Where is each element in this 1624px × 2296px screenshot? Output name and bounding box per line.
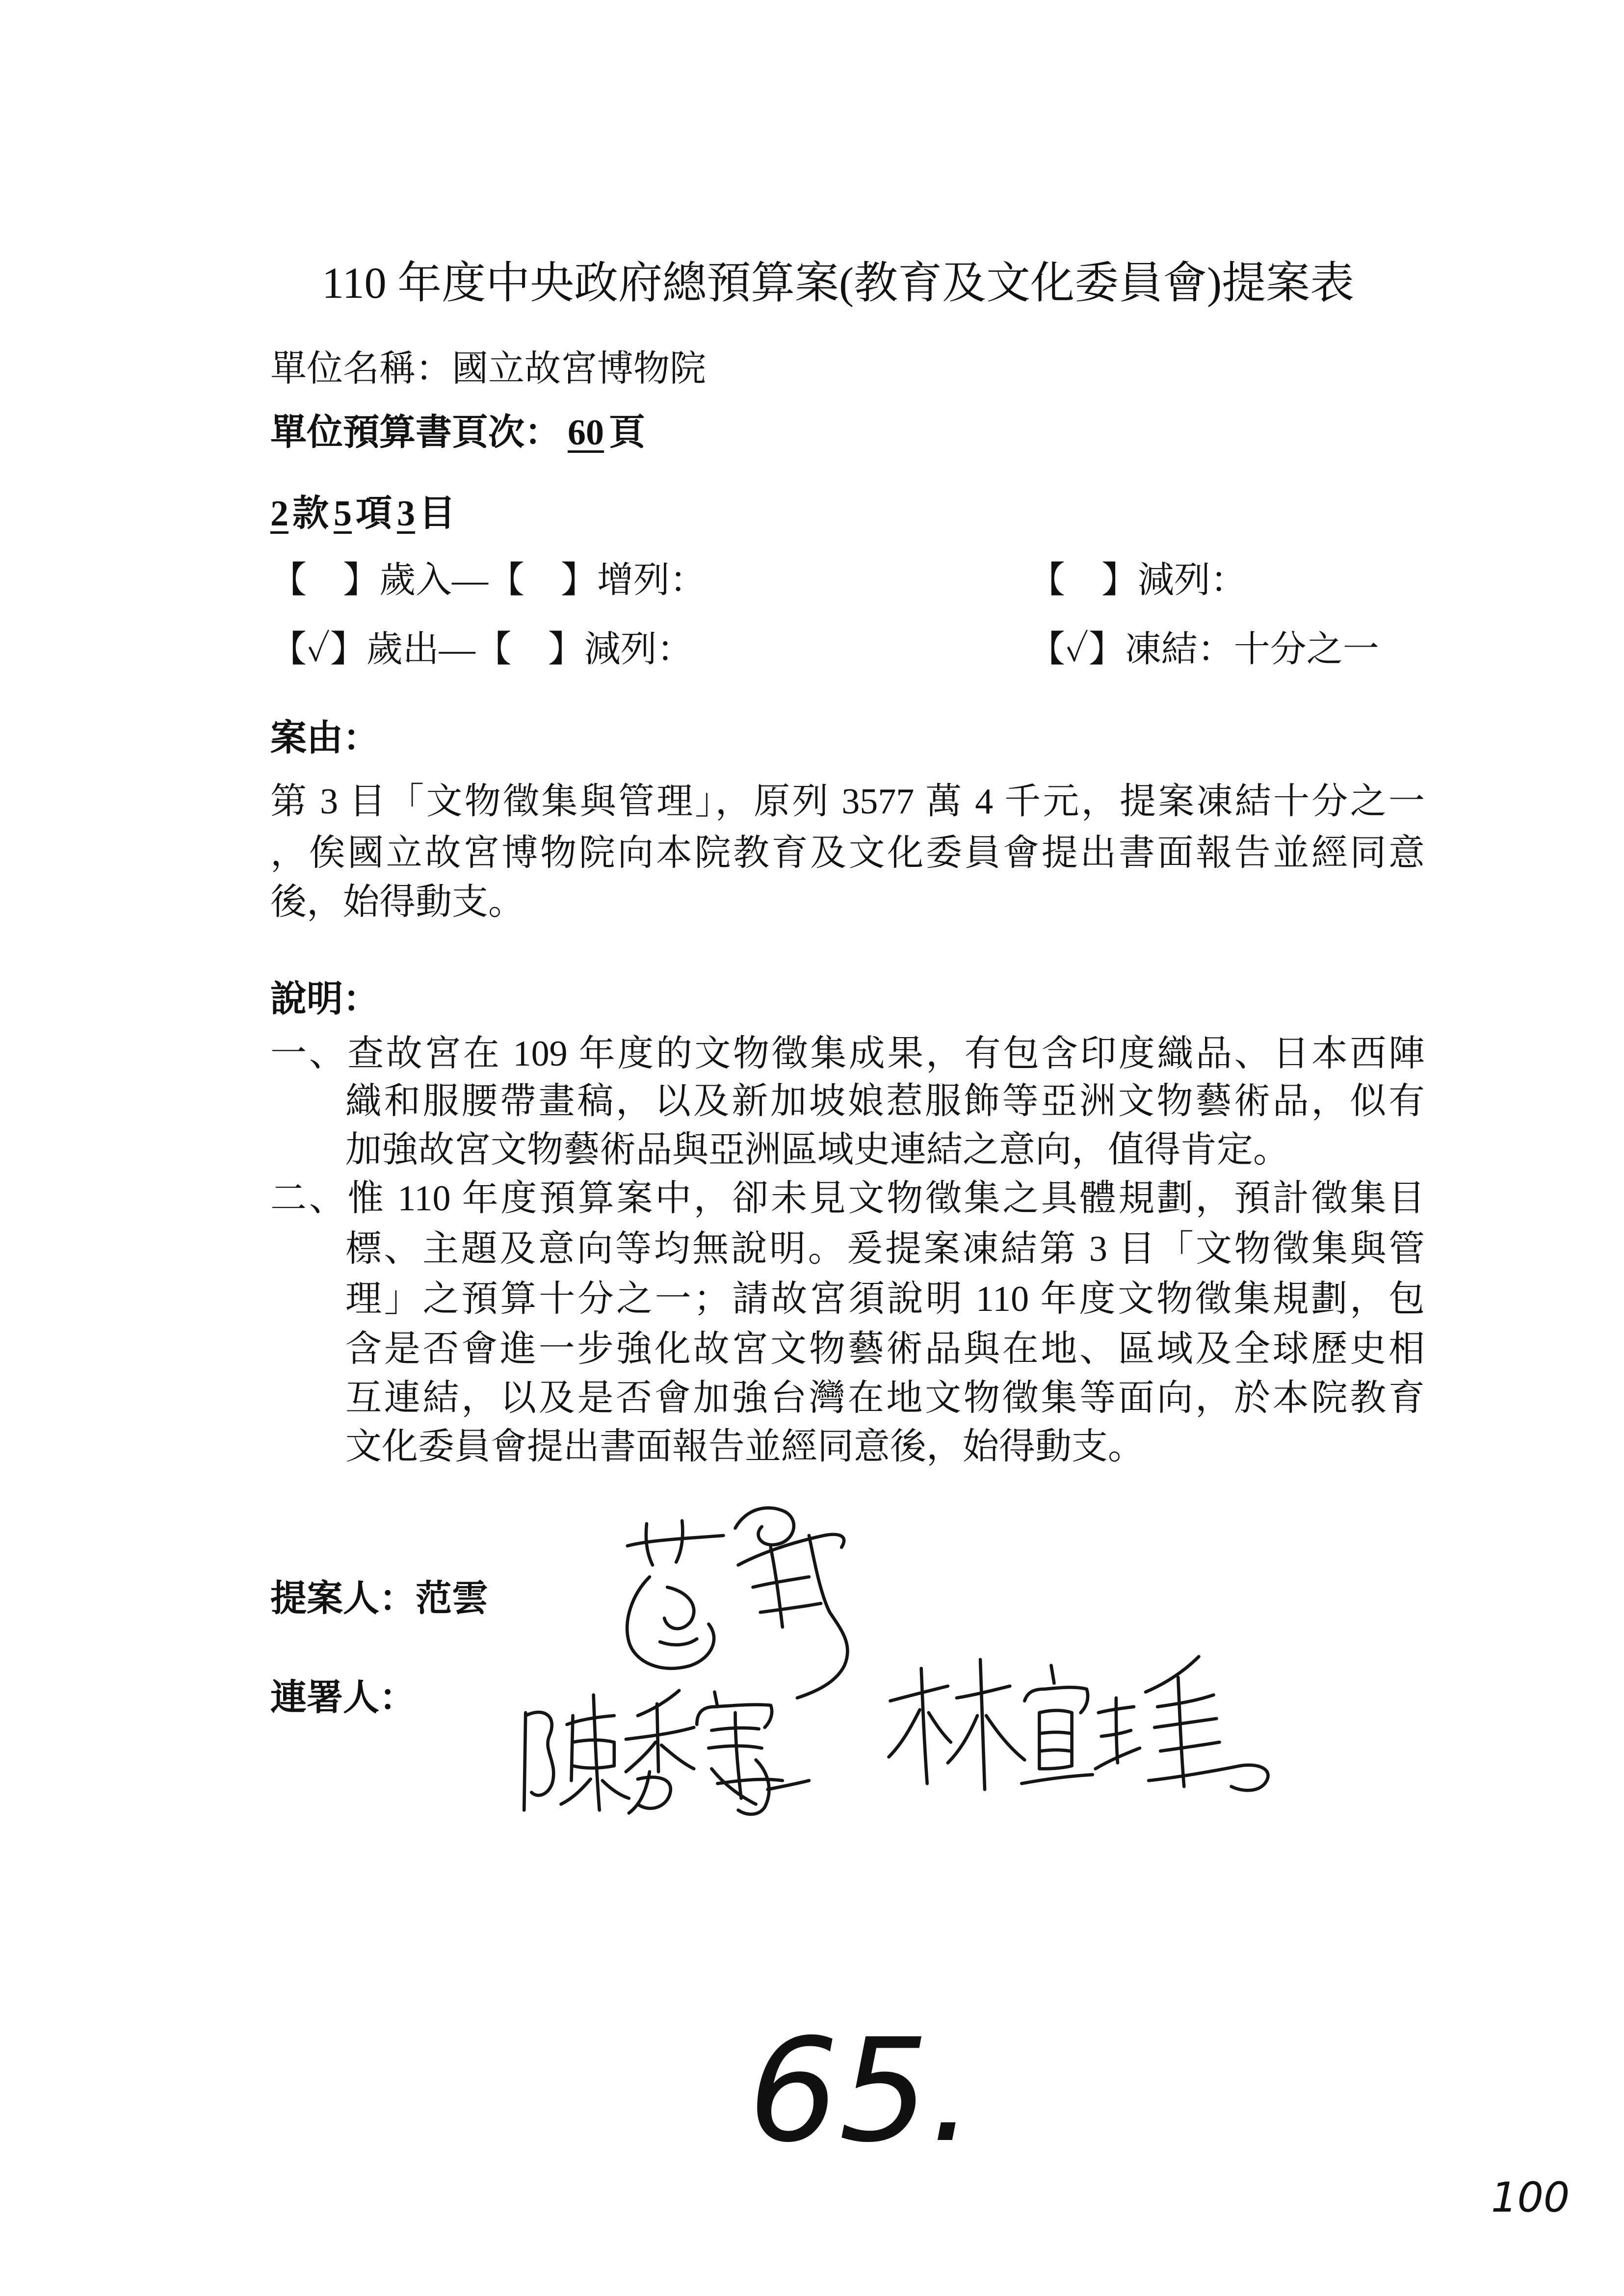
budget-kuan-unit: 款 <box>292 494 329 534</box>
proposer-row <box>270 1577 488 1621</box>
explanation-item-marker: 一、 <box>270 1034 348 1074</box>
handwritten-sheet-number: 65. <box>748 2009 975 2174</box>
proposer-signature <box>627 1508 847 1698</box>
reason-line: 第 3 目「文物徵集與管理」，原列 3577 萬 4 千元，提案凍結十分之一 <box>270 782 1425 822</box>
reason-line: ，俟國立故宮博物院向本院教育及文化委員會提出書面報告並經同意 <box>270 833 1425 873</box>
cosigner-signature-2 <box>889 1657 1268 1791</box>
checkbox-revenue-decrease: 【 】減列： <box>1029 560 1247 600</box>
explanation-item-2 <box>270 1177 1425 1221</box>
explanation-line: 查故宮在 109 年度的文物徵集成果，有包含印度織品、日本西陣 <box>347 1034 1425 1074</box>
explanation-line: 含是否會進一步強化故宮文物藝術品與在地、區域及全球歷史相 <box>345 1329 1425 1369</box>
budget-page-label: 單位預算書頁次： <box>270 413 561 453</box>
explanation-line: 互連結，以及是否會加強台灣在地文物徵集等面向，於本院教育 <box>345 1378 1425 1418</box>
budget-item-row <box>270 492 455 536</box>
explanation-line: 織和服腰帶畫稿，以及新加坡娘惹服飾等亞洲文物藝術品，似有 <box>345 1081 1425 1122</box>
explanation-item-1 <box>270 1032 1425 1076</box>
checkbox-expenditure-freeze: 【✓】凍結：十分之一 <box>1029 629 1379 670</box>
checkbox-revenue-increase: 【 】增列： <box>488 560 706 600</box>
option-row-expenditure <box>270 628 693 672</box>
budget-kuan-number: 2 <box>270 494 288 534</box>
budget-page-row <box>270 411 645 455</box>
budget-mu-number: 3 <box>397 494 415 534</box>
explanation-item-marker: 二、 <box>270 1178 348 1219</box>
reason-line: 後，始得動支。 <box>270 882 524 922</box>
budget-page-unit: 頁 <box>609 413 645 453</box>
reason-heading: 案由： <box>270 718 379 758</box>
handwritten-page-number: 100 <box>1491 2173 1570 2221</box>
explanation-line: 理」之預算十分之一；請故宮須說明 110 年度文物徵集規劃，包 <box>345 1279 1425 1319</box>
cosigner-signature-1 <box>524 1691 809 1814</box>
unit-name-label: 單位名稱： <box>270 349 452 389</box>
budget-mu-unit: 目 <box>419 494 455 534</box>
checkbox-expenditure: 【✓】歲出— <box>270 629 475 670</box>
form-title: 110 年度中央政府總預算案(教育及文化委員會)提案表 <box>322 259 1355 308</box>
budget-xiang-unit: 項 <box>356 494 392 534</box>
option-row-revenue <box>270 559 706 602</box>
budget-xiang-number: 5 <box>334 494 352 534</box>
explanation-heading: 說明： <box>270 979 379 1019</box>
explanation-line: 標、主題及意向等均無說明。爰提案凍結第 3 目「文物徵集與管 <box>345 1229 1425 1269</box>
budget-page-number: 60 <box>568 413 604 453</box>
proposer-label: 提案人： <box>270 1579 416 1619</box>
explanation-line: 加強故宮文物藝術品與亞洲區域史連結之意向，值得肯定。 <box>345 1130 1289 1170</box>
explanation-line: 文化委員會提出書面報告並經同意後，始得動支。 <box>345 1427 1144 1467</box>
unit-name-row <box>270 347 706 391</box>
explanation-line: 惟 110 年度預算案中，卻未見文物徵集之具體規劃，預計徵集目 <box>347 1178 1425 1219</box>
checkbox-revenue: 【 】歲入— <box>270 560 488 600</box>
checkbox-expenditure-decrease: 【 】減列： <box>475 629 693 670</box>
cosigners-label: 連署人： <box>270 1678 416 1718</box>
proposer-name: 范雲 <box>416 1579 488 1619</box>
unit-name-value: 國立故宮博物院 <box>452 349 706 389</box>
